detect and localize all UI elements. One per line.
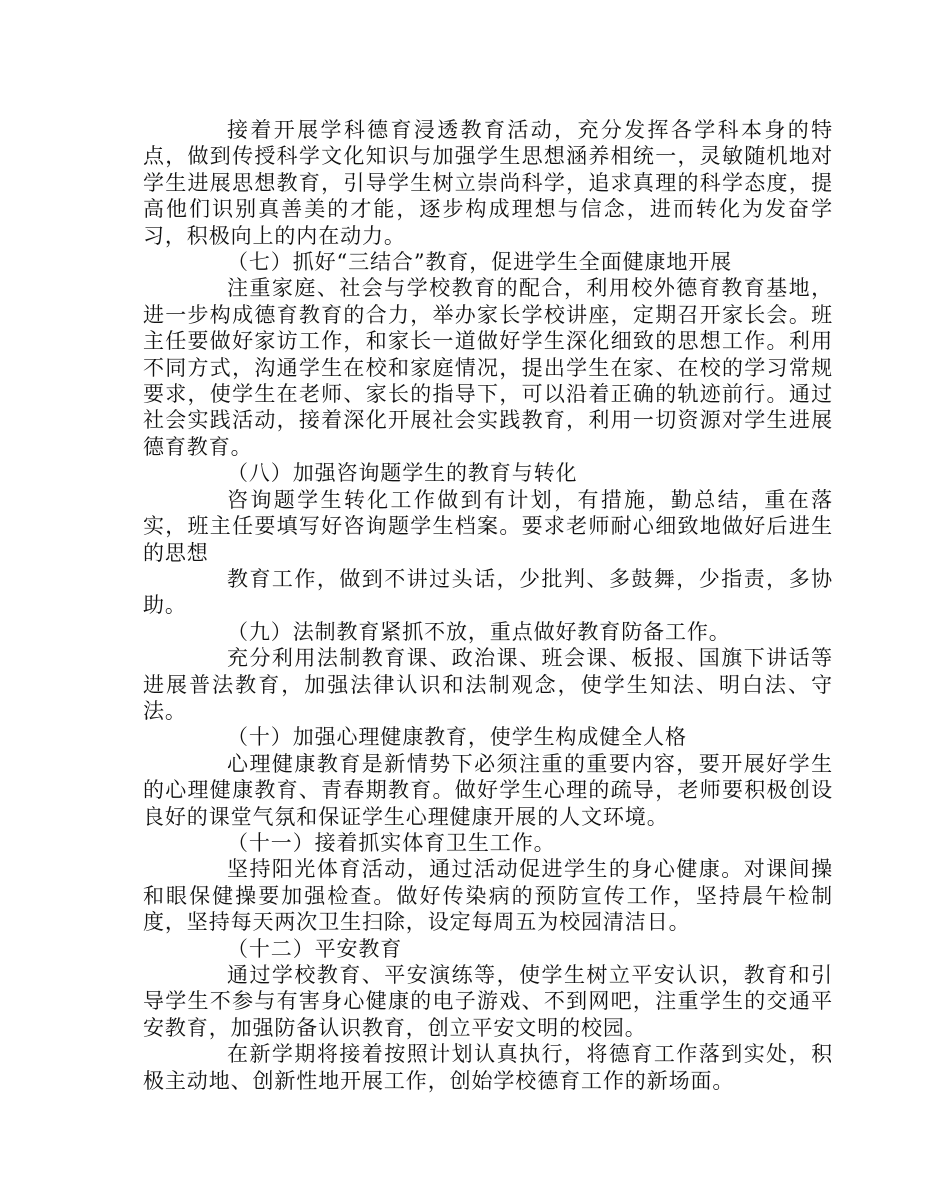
paragraph-mental-health: 心理健康教育是新情势下必须注重的重要内容，要开展好学生的心理健康教育、青春期教育。做好学生心理的疏导，老师要积极创设良好的课堂气氛和保证学生心理健康开展的人文环境。 [143, 751, 833, 829]
heading-section-9: （九）法制教育紧抓不放，重点做好教育防备工作。 [227, 619, 731, 644]
paragraph-problem-students-education: 教育工作，做到不讲过头话，少批判、多鼓舞，少指责，多协助。 [143, 566, 833, 618]
heading-section-7: （七）抓好“三结合”教育，促进学生全面健康地开展 [227, 250, 733, 275]
heading-section-12: （十二）平安教育 [227, 936, 403, 961]
paragraph-family-school-cooperation: 注重家庭、社会与学校教育的配合，利用校外德育教育基地，进一步构成德育教育的合力，举办家长学校讲座，定期召开家长会。班主任要做好家访工作，和家长一道做好学生深化细致的思想工作。利用不同方式，沟通学生在校和家庭情况，提出学生在家、在校的学习常规要求，使学生在老师、家长的指导下，可以沿着正确的轨迹前行。通过社会实践活动，接着深化开展社会实践教育，利用一切资源对学生进展德育教育。 [143, 276, 833, 459]
paragraph-legal-education: 充分利用法制教育课、政治课、班会课、板报、国旗下讲话等进展普法教育，加强法律认识和法制观念，使学生知法、明白法、守法。 [143, 646, 833, 723]
paragraph-safety-education: 通过学校教育、平安演练等，使学生树立平安认识，教育和引导学生不参与有害身心健康的电子游戏、不到网吧，注重学生的交通平安教育，加强防备认识教育，创立平安文明的校园。 [143, 963, 833, 1040]
heading-section-10: （十）加强心理健康教育，使学生构成健全人格 [227, 725, 687, 750]
document-body [143, 117, 833, 1094]
paragraph-conclusion: 在新学期将接着按照计划认真执行，将德育工作落到实处，积极主动地、创新性地开展工作，创始学校德育工作的新场面。 [143, 1042, 833, 1093]
paragraph-problem-students-plan: 咨询题学生转化工作做到有计划，有措施，勤总结，重在落实，班主任要填写好咨询题学生档案。要求老师耐心细致地做好后进生的思想 [143, 487, 833, 565]
heading-section-11: （十一）接着抓实体育卫生工作。 [227, 830, 556, 855]
paragraph-subject-moral-education: 接着开展学科德育浸透教育活动，充分发挥各学科本身的特点，做到传授科学文化知识与加强学生思想涵养相统一，灵敏随机地对学生进展思想教育，引导学生树立崇尚科学，追求真理的科学态度，提高他们识别真善美的才能，逐步构成理想与信念，进而转化为发奋学习，积极向上的内在动力。 [143, 118, 833, 248]
paragraph-sports-hygiene: 坚持阳光体育活动，通过活动促进学生的身心健康。对课间操和眼保健操要加强检查。做好传染病的预防宣传工作，坚持晨午检制度，坚持每天两次卫生扫除，设定每周五为校园清洁日。 [143, 857, 833, 935]
heading-section-8: （八）加强咨询题学生的教育与转化 [227, 461, 578, 486]
